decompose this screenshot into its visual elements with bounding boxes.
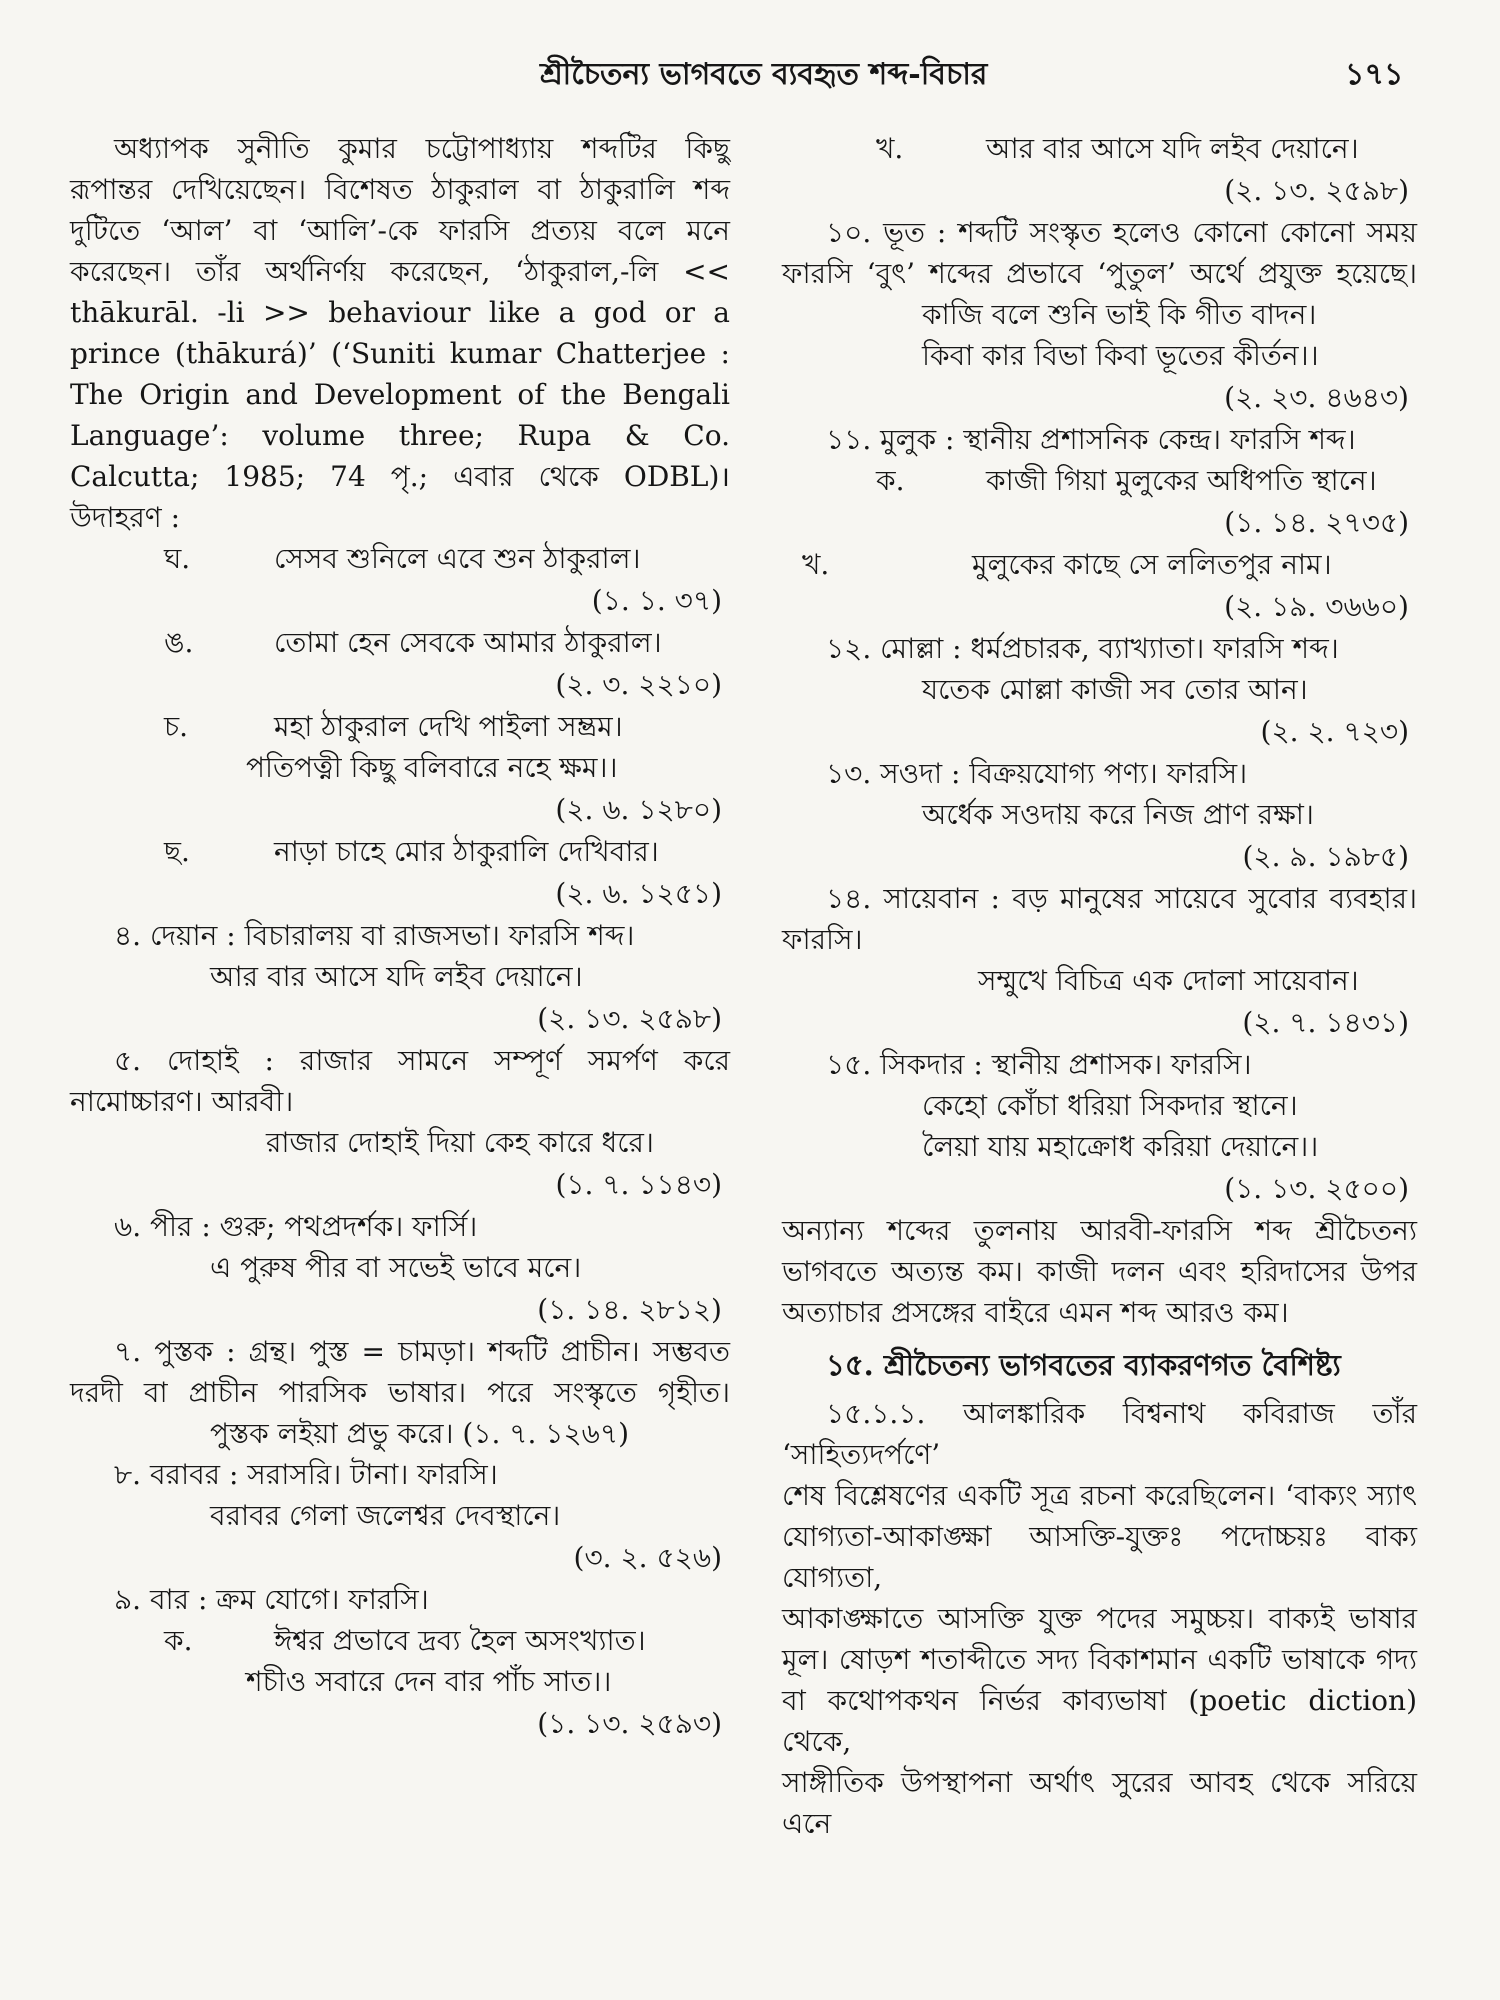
example-letter: ক. [164,1624,193,1657]
example-verse: মুলুকের কাছে সে ললিতপুর নাম। [972,548,1332,581]
paragraph-line: উদাহরণ : [70,501,181,534]
entry-title: ৯. বার : ক্রম যোগে। ফারসি। [114,1583,429,1616]
citation: (২. ৭. ১৪৩১) [1242,1006,1409,1039]
entry-title: ৭. পুস্তক : গ্রন্থ। পুস্ত = চামড়া। শব্দটি প্রাচীন। সম্ভবত [114,1335,730,1368]
left-column [70,128,730,1745]
citation: (২. ১৯. ৩৬৬০) [1224,590,1409,623]
example-kha [782,544,1417,585]
example-cha [70,706,730,747]
example-verse: শচীও সবারে দেন বার পাঁচ সাত।। [246,1665,612,1698]
citation: (১. ১. ৩৭) [591,584,722,617]
paragraph-line: অধ্যাপক সুনীতি কুমার চট্টোপাধ্যায় শব্দটির কিছু [114,132,730,165]
example-letter: খ. [802,548,830,581]
paragraph-line: ১৫.১.১. আলঙ্কারিক বিশ্বনাথ কবিরাজ তাঁর ‘সাহিত্যদর্পণে’ [782,1397,1417,1471]
paragraph-line: অন্যান্য শব্দের তুলনায় আরবী-ফারসি শব্দ শ্রীচৈতন্য [782,1214,1417,1247]
example-letter: ঙ. [164,626,194,659]
example-verse: রাজার দোহাই দিয়া কেহ কারে ধরে। [266,1126,654,1159]
citation: (২. ২৩. ৪৬৪৩) [1224,381,1409,414]
closing-paragraph [782,1210,1417,1333]
paragraph-line: বা কথোপকথন নির্ভর কাব্যভাষা (poetic diction) থেকে, [782,1684,1417,1758]
citation: (২. ৩. ২২১০) [555,668,722,701]
example-verse: কেহো কোঁচা ধরিয়া সিকদার স্থানে। [922,1089,1298,1122]
example-letter: খ. [876,132,904,165]
entry-title: ১০. ভূত : শব্দটি সংস্কৃত হলেও কোনো কোনো সময় [826,216,1417,249]
entry-title: ১৪. সায়েবান : বড় মানুষের সায়েবে সুবোর ব্যবহার। [826,882,1417,915]
entry-title: ৫. দোহাই : রাজার সামনে সম্পূর্ণ সমর্পণ করে [114,1044,730,1077]
citation: (৩. ২. ৫২৬) [573,1541,722,1574]
example-verse: কাজী গিয়া মুলুকের অধিপতি স্থানে। [986,464,1377,497]
example-verse: সম্মুখে বিচিত্র এক দোলা সায়েবান। [978,964,1359,997]
intro-paragraph [70,128,730,538]
example-verse: যতেক মোল্লা কাজী সব তোর আন। [922,673,1308,706]
running-header: শ্রীচৈতন্য ভাগবতে ব্যবহৃত শব্দ-বিচার [540,57,988,92]
example-kha [782,128,1417,169]
paragraph-line: সাঙ্গীতিক উপস্থাপনা অর্থাৎ সুরের আবহ থেকে সরিয়ে এনে [782,1766,1417,1840]
example-letter: ক. [876,464,905,497]
paragraph-line: অত্যাচার প্রসঙ্গের বাইরে এমন শব্দ আরও কম। [782,1296,1289,1329]
paragraph-line: Calcutta; 1985; 74 পৃ.; এবার থেকে ODBL)। [70,460,730,493]
entry-title: ১৩. সওদা : বিক্রয়যোগ্য পণ্য। ফারসি। [826,757,1248,790]
paragraph-line: ভাগবতে অত্যন্ত কম। কাজী দলন এবং হরিদাসের উপর [782,1255,1417,1288]
example-nga [70,622,730,663]
example-verse: ঈশ্বর প্রভাবে দ্রব্য হৈল অসংখ্যাত। [274,1624,646,1657]
example-gha [70,538,730,579]
paragraph-line: আকাঙ্ক্ষাতে আসক্তি যুক্ত পদের সমুচ্চয়। বাক্যই ভাষার [782,1602,1417,1635]
citation: (২. ২. ৭২৩) [1260,715,1409,748]
example-verse: মহা ঠাকুরাল দেখি পাইলা সম্ভ্রম। [274,710,623,743]
paragraph-line: নামোচ্চারণ। আরবী। [70,1085,294,1118]
example-letter: ঘ. [164,542,191,575]
entry-title: ৬. পীর : গুরু; পথপ্রদর্শক। ফার্সি। [114,1210,478,1243]
paragraph-line: যোগ্যতা-আকাঙ্ক্ষা আসক্তি-যুক্তঃ পদোচ্চয়ঃ বাক্য যোগ্যতা, [782,1520,1417,1594]
citation: (২. ৯. ১৯৮৫) [1242,840,1409,873]
citation: (২. ১৩. ২৫৯৮) [537,1002,722,1035]
entry-title: ১১. মুলুক : স্থানীয় প্রশাসনিক কেন্দ্র। ফারসি শব্দ। [826,423,1356,456]
example-verse: সেসব শুনিলে এবে শুন ঠাকুরাল। [274,542,641,575]
paragraph-line: করেছেন। তাঁর অর্থনির্ণয় করেছেন, ‘ঠাকুরাল,-লি << [70,255,730,288]
entry-title: ১৫. সিকদার : স্থানীয় প্রশাসক। ফারসি। [826,1048,1252,1081]
example-verse: কাজি বলে শুনি ভাই কি গীত বাদন। [922,298,1317,331]
example-verse: তোমা হেন সেবকে আমার ঠাকুরাল। [274,626,662,659]
entry-title: ১২. মোল্লা : ধর্মপ্রচারক, ব্যাখ্যাতা। ফারসি শব্দ। [826,632,1339,665]
example-verse: বরাবর গেলা জলেশ্বর দেবস্থানে। [210,1499,561,1532]
paragraph-line: ফারসি ‘বুৎ’ শব্দের প্রভাবে ‘পুতুল’ অর্থে প্রযুক্ত হয়েছে। [782,257,1417,290]
citation: (১. ১৪. ২৮১২) [537,1293,722,1326]
paragraph-line: শেষ বিশ্লেষণের একটি সূত্র রচনা করেছিলেন। ‘বাক্যং স্যাৎ [782,1479,1417,1512]
example-verse: আর বার আসে যদি লইব দেয়ানে। [986,132,1359,165]
example-verse: কিবা কার বিভা কিবা ভূতের কীর্তন।। [922,339,1319,372]
example-letter: চ. [164,710,189,743]
citation: (১. ৭. ১১৪৩) [555,1168,722,1201]
example-verse: এ পুরুষ পীর বা সভেই ভাবে মনে। [210,1251,582,1284]
citation: (২. ৬. ১২৫১) [555,877,722,910]
example-verse: লৈয়া যায় মহাক্রোধ করিয়া দেয়ানে।। [922,1130,1319,1163]
example-verse: পুস্তক লইয়া প্রভু করে। (১. ৭. ১২৬৭) [210,1417,630,1450]
paragraph-line: দুটিতে ‘আল’ বা ‘আলি’-কে ফারসি প্রত্যয় বলে মনে [70,214,730,247]
example-verse: আর বার আসে যদি লইব দেয়ানে। [210,960,583,993]
paragraph-line: মূল। ষোড়শ শতাব্দীতে সদ্য বিকাশমান একটি ভাষাকে গদ্য [782,1643,1417,1676]
entry-title: ৮. বরাবর : সরাসরি। টানা। ফারসি। [114,1458,498,1491]
entry-title: ৪. দেয়ান : বিচারালয় বা রাজসভা। ফারসি শব্দ। [114,919,635,952]
citation: (১. ১৩. ২৫০০) [1224,1172,1409,1205]
example-ka [782,460,1417,501]
page-number: ১৭১ [1345,57,1404,92]
paragraph-line: রূপান্তর দেখিয়েছেন। বিশেষত ঠাকুরাল বা ঠাকুরালি শব্দ [70,173,730,206]
example-letter: ছ. [164,835,190,868]
citation: (১. ১৩. ২৫৯৩) [537,1707,722,1740]
paragraph-line: ফারসি। [782,923,863,956]
example-ka [70,1620,730,1661]
example-verse: পতিপত্নী কিছু বলিবারে নহে ক্ষম।। [246,751,618,784]
example-verse: নাড়া চাহে মোর ঠাকুরালি দেখিবার। [274,835,659,868]
example-chha [70,831,730,872]
paragraph-line: thākurāl. -li >> behaviour like a god or a [70,296,730,329]
section-paragraph [782,1393,1417,1844]
example-verse: অর্ধেক সওদায় করে নিজ প্রাণ রক্ষা। [922,798,1314,831]
paragraph-line: Language’: volume three; Rupa & Co. [70,419,730,452]
paragraph-line: prince (thākurá)’ (‘Suniti kumar Chatterjee : [70,337,730,370]
paragraph-line: The Origin and Development of the Bengali [70,378,730,411]
right-column [782,128,1417,1844]
citation: (২. ৬. ১২৮০) [555,793,722,826]
citation: (২. ১৩. ২৫৯৮) [1224,174,1409,207]
section-heading: ১৫. শ্রীচৈতন্য ভাগবতের ব্যাকরণগত বৈশিষ্ট্য [826,1348,1341,1382]
citation: (১. ১৪. ২৭৩৫) [1224,506,1409,539]
paragraph-line: দরদী বা প্রাচীন পারসিক ভাষার। পরে সংস্কৃতে গৃহীত। [70,1376,730,1409]
